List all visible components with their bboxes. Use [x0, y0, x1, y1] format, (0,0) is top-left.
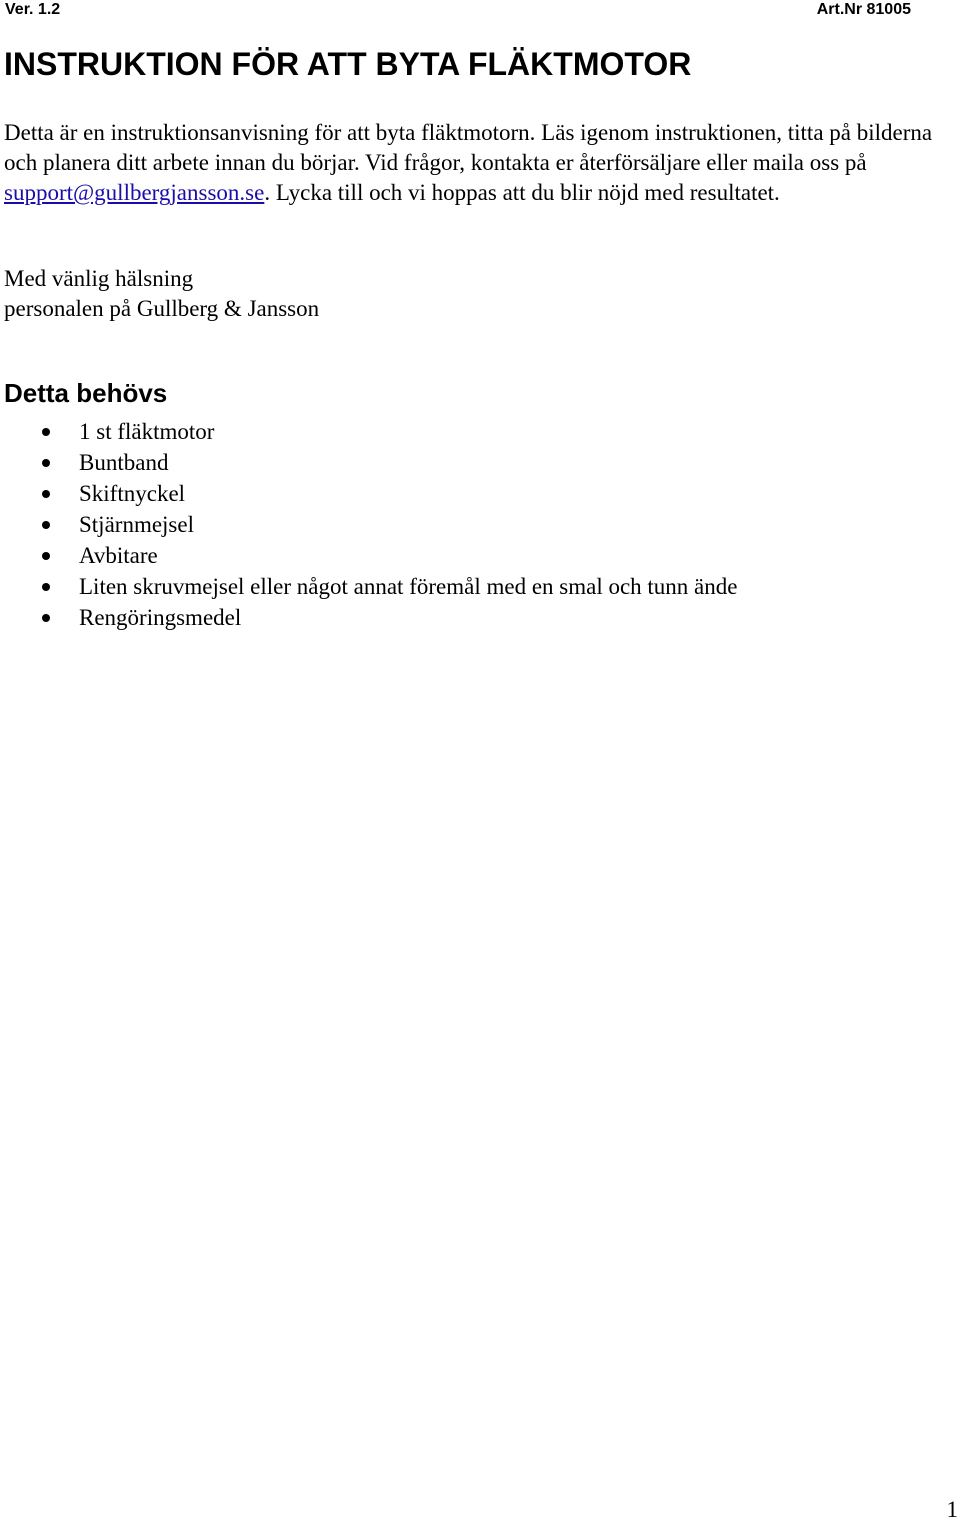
closing-signature: personalen på Gullberg & Jansson	[4, 296, 320, 321]
version-label: Ver. 1.2	[5, 1, 61, 18]
list-item-text: Skiftnyckel	[79, 481, 186, 506]
document-title: INSTRUKTION FÖR ATT BYTA FLÄKTMOTOR	[4, 46, 692, 82]
list-item	[0, 509, 737, 540]
bullet-icon	[42, 583, 50, 591]
bullet-icon	[42, 459, 50, 467]
list-item	[0, 602, 737, 633]
list-item-text: Stjärnmejsel	[79, 512, 194, 537]
bullet-icon	[42, 552, 50, 560]
list-item	[0, 416, 737, 447]
list-item-text: Liten skruvmejsel eller något annat föremål med en smal och tunn ände	[79, 574, 738, 599]
section-heading: Detta behövs	[4, 378, 168, 408]
list-item	[0, 447, 737, 478]
list-item-text: Rengöringsmedel	[79, 605, 242, 630]
intro-paragraph	[4, 118, 949, 208]
article-number: Art.Nr 81005	[816, 1, 911, 18]
page-number: 1	[946, 1497, 958, 1522]
bullet-icon	[42, 614, 50, 622]
support-email-link[interactable]: support@gullbergjansson.se	[4, 180, 265, 205]
list-item-text: 1 st fläktmotor	[79, 419, 215, 444]
bullet-icon	[42, 428, 50, 436]
closing-block	[4, 264, 319, 324]
page-header	[0, 0, 960, 22]
intro-text-before-link: Detta är en instruktionsanvisning för att byta fläktmotorn. Läs igenom instruktionen, titta på bilderna och planera ditt arbete innan du börjar. Vid frågor, kontakta er återförsäljare eller maila oss på	[4, 120, 933, 175]
required-items-list	[0, 416, 737, 633]
list-item	[0, 478, 737, 509]
list-item	[0, 571, 737, 602]
bullet-icon	[42, 490, 50, 498]
list-item-text: Avbitare	[79, 543, 158, 568]
bullet-icon	[42, 521, 50, 529]
list-item	[0, 540, 737, 571]
list-item-text: Buntband	[79, 450, 169, 475]
intro-text-after-link: . Lycka till och vi hoppas att du blir nöjd med resultatet.	[264, 180, 780, 205]
closing-greeting: Med vänlig hälsning	[4, 266, 194, 291]
